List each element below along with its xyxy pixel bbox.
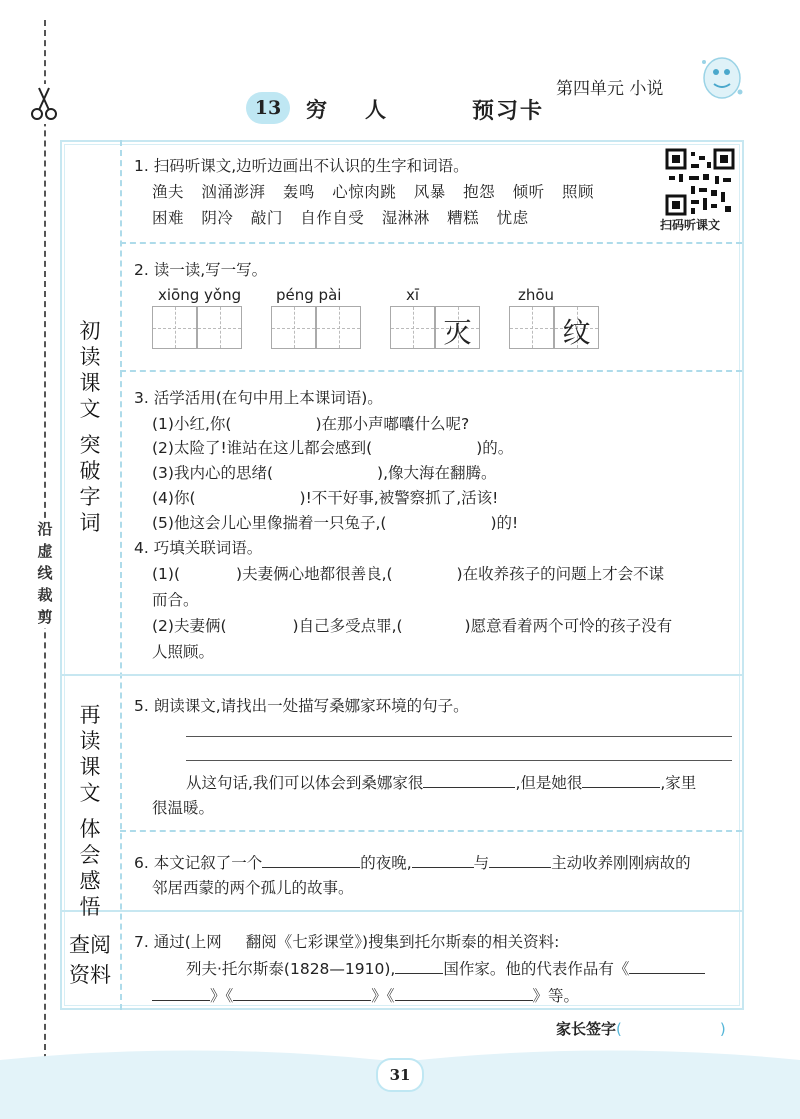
q6-text: 主动收养刚刚病故的 <box>551 854 691 872</box>
q3-item <box>152 461 497 483</box>
given-character: 灭 <box>443 316 472 349</box>
section-label-char: 文 <box>79 781 101 805</box>
signature-label: 家长签字 <box>556 1020 617 1038</box>
q6-line: 邻居西蒙的两个孤儿的故事。 <box>152 879 354 897</box>
section-label-reread <box>62 702 118 920</box>
q3-item-text: )在那小声嘟囔什么呢? <box>315 415 470 433</box>
section-label-char: 初 <box>79 319 101 343</box>
section-divider <box>62 674 742 676</box>
writing-grid-box[interactable] <box>390 306 435 349</box>
q3-item-text: )!不干好事,被警察抓了,活该! <box>299 489 499 507</box>
row-divider <box>120 370 742 372</box>
q5-text: ,但是她很 <box>515 774 583 792</box>
character-grid-box <box>554 306 599 349</box>
character-grid-box <box>435 306 480 349</box>
given-character: 纹 <box>562 316 591 349</box>
q5-prompt: 5. 朗读课文,请找出一处描写桑娜家环境的句子。 <box>134 697 469 715</box>
q3-item-text: ),像大海在翻腾。 <box>377 464 497 482</box>
answer-blank[interactable] <box>152 983 210 1001</box>
q3-item-text: )的。 <box>476 439 514 457</box>
q3-item <box>152 511 518 533</box>
answer-blank[interactable] <box>582 770 660 788</box>
q7-line <box>152 983 579 1006</box>
cut-note <box>30 518 60 628</box>
signature-paren: ( <box>616 1020 622 1038</box>
q7-text: 国作家。他的代表作品有《 <box>443 960 630 978</box>
q7-line <box>134 930 559 952</box>
q4-prompt: 4. 巧填关联词语。 <box>134 539 263 557</box>
section-label-char: 课 <box>79 755 101 779</box>
parent-signature[interactable] <box>556 1018 726 1039</box>
lesson-number: 13 <box>246 92 290 124</box>
section-label-char: 文 <box>79 397 101 421</box>
answer-blank[interactable] <box>489 850 551 868</box>
answer-blank[interactable] <box>395 983 533 1001</box>
pinyin-label: xī <box>406 286 420 304</box>
writing-grid-box[interactable] <box>509 306 554 349</box>
q4-text: )夫妻俩心地都很善良,( <box>236 565 393 583</box>
qr-code-icon[interactable] <box>665 148 735 216</box>
section-divider <box>62 910 742 912</box>
q4-line: 而合。 <box>152 591 199 609</box>
cut-note-char: 线 <box>37 564 53 582</box>
q6-text: 的夜晚, <box>360 854 412 872</box>
q3-item <box>152 412 469 434</box>
section-label-char: 破 <box>79 459 101 483</box>
section-label-lookup <box>62 930 118 990</box>
writing-grid-box[interactable] <box>197 306 242 349</box>
answer-blank[interactable] <box>233 983 371 1001</box>
q3-item <box>152 436 513 458</box>
answer-blank[interactable] <box>423 770 515 788</box>
answer-blank[interactable] <box>395 956 443 974</box>
cut-note-char: 虚 <box>37 542 53 560</box>
q7-text: 7. 通过(上网 <box>134 933 222 951</box>
q7-text: 》《 <box>371 987 395 1005</box>
card-label: 预习卡 <box>472 99 545 124</box>
cut-note-char: 剪 <box>37 608 53 626</box>
q5-line <box>186 770 696 793</box>
q5-text: ,家里 <box>660 774 697 792</box>
writing-grid-box[interactable] <box>271 306 316 349</box>
section-label-char: 读 <box>79 345 101 369</box>
section-label-char: 突 <box>79 433 101 457</box>
q4-line: 人照顾。 <box>152 643 215 661</box>
q6-line <box>134 850 691 873</box>
signature-paren: ) <box>719 1020 726 1038</box>
q7-text: 列夫·托尔斯泰(1828—1910), <box>186 960 396 978</box>
qr-label: 扫码听课文 <box>660 218 721 232</box>
q1-words-row1: 渔夫 汹涌澎湃 轰鸣 心惊肉跳 风暴 抱怨 倾听 照顾 <box>152 183 594 201</box>
q4-line <box>152 614 672 636</box>
q4-text: )在收养孩子的问题上才会不谋 <box>456 565 665 583</box>
q1-words-row2: 困难 阴冷 敲门 自作自受 湿淋淋 糟糕 忧虑 <box>152 209 529 227</box>
section-label-char: 会 <box>79 843 101 867</box>
answer-blank[interactable] <box>629 956 705 974</box>
writing-grid-box[interactable] <box>316 306 361 349</box>
cut-note-char: 沿 <box>37 520 53 538</box>
q4-text: (2)夫妻俩( <box>152 617 227 635</box>
pinyin-label: xiōng yǒng <box>158 286 242 304</box>
cut-note-char: 裁 <box>37 586 53 604</box>
writing-grid-box[interactable] <box>152 306 197 349</box>
section-label-char: 读 <box>79 729 101 753</box>
section-label-char: 感 <box>79 869 101 893</box>
q3-item <box>152 486 498 508</box>
row-divider <box>120 830 742 832</box>
q3-prompt: 3. 活学活用(在句中用上本课词语)。 <box>134 389 383 407</box>
section-label-char: 词 <box>79 511 101 535</box>
q1-prompt: 1. 扫码听课文,边听边画出不认识的生字和词语。 <box>134 157 469 175</box>
q4-text: )自己多受点罪,( <box>292 617 403 635</box>
page-number: 31 <box>376 1058 424 1092</box>
section-label-char: 再 <box>79 703 101 727</box>
section-label-char: 悟 <box>79 895 101 919</box>
q7-text: 》等。 <box>532 987 580 1005</box>
q4-text: )愿意看着两个可怜的孩子没有 <box>464 617 673 635</box>
section-label-char: 字 <box>79 485 101 509</box>
section-label-line: 资料 <box>69 963 111 987</box>
q6-text: 6. 本文记叙了一个 <box>134 854 263 872</box>
pinyin-label: péng pài <box>276 286 342 304</box>
section-label-char: 体 <box>79 817 101 841</box>
q5-line: 很温暖。 <box>152 799 215 817</box>
q2-prompt: 2. 读一读,写一写。 <box>134 261 268 279</box>
fish-mascot-icon <box>692 52 746 102</box>
q7-text: 翻阅《七彩课堂》)搜集到托尔斯泰的相关资料: <box>245 933 560 951</box>
answer-blank[interactable] <box>262 850 360 868</box>
answer-blank[interactable] <box>412 850 474 868</box>
answer-line[interactable] <box>186 736 732 737</box>
section-label-char: 课 <box>79 371 101 395</box>
q3-item-text: (4)你( <box>152 489 196 507</box>
q7-text: 》《 <box>210 987 234 1005</box>
q4-text: (1)( <box>152 565 181 583</box>
section-label-first-read <box>62 318 118 536</box>
answer-line[interactable] <box>186 760 732 761</box>
section-label-line: 查阅 <box>69 933 111 957</box>
q7-line <box>186 956 705 979</box>
column-divider <box>120 140 122 1010</box>
row-divider <box>120 242 742 244</box>
q6-text: 与 <box>473 854 490 872</box>
q3-item-text: (3)我内心的思绪( <box>152 464 274 482</box>
q3-item-text: )的! <box>490 514 519 532</box>
unit-label: 第四单元 小说 <box>556 79 664 99</box>
q5-text: 从这句话,我们可以体会到桑娜家很 <box>186 774 424 792</box>
q3-item-text: (1)小红,你( <box>152 415 232 433</box>
q3-item-text: (2)太险了!谁站在这儿都会感到( <box>152 439 373 457</box>
q3-item-text: (5)他这会儿心里像揣着一只兔子,( <box>152 514 387 532</box>
lesson-title: 穷人 <box>306 97 424 122</box>
pinyin-label: zhōu <box>518 286 555 304</box>
scissors-icon <box>29 84 59 124</box>
q4-line <box>152 562 664 584</box>
